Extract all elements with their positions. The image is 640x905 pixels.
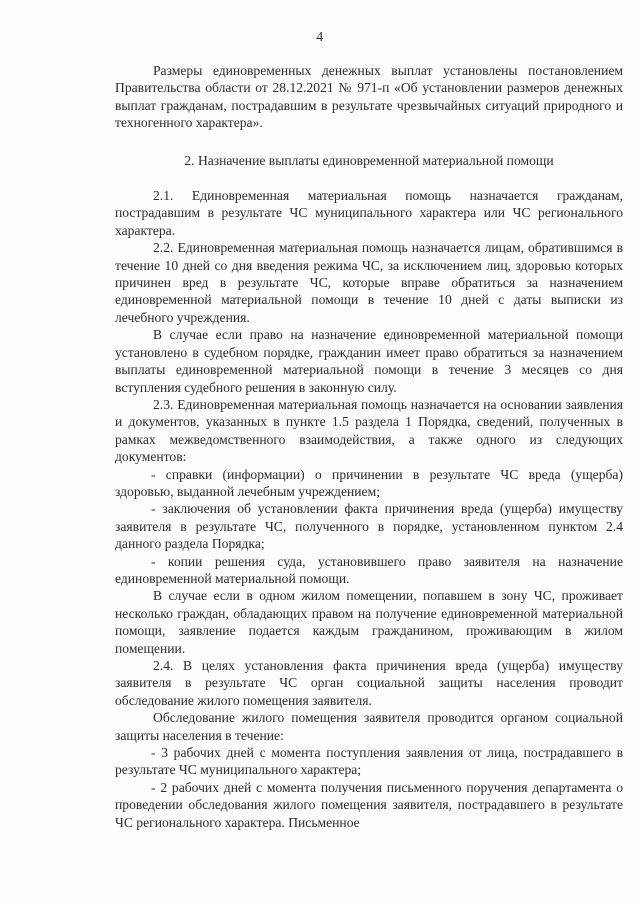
section-heading: 2. Назначение выплаты единовременной материальной помощи — [184, 152, 554, 168]
paragraph-2-4: 2.4. В целях установления факта причинения вреда (ущерба) имуществу заявителя в результате ЧС орган социальной защиты населения проводит обследование жилого помещения заявителя. — [115, 658, 623, 708]
paragraph-multiple-residents: В случае если в одном жилом помещении, попавшем в зону ЧС, проживает несколько граждан, обладающих правом на получение единовременной материальной помощи, заявление подается каждым гражданином, проживающим в жилом помещении. — [115, 588, 623, 656]
paragraph-2-3: 2.3. Единовременная материальная помощь назначается на основании заявления и документов, указанных в пункте 1.5 раздела 1 Порядка, сведений, полученных в рамках межведомственного взаимодействия, а также одного из следующих документов: — [115, 396, 623, 465]
list-item-health-certificate: - справки (информации) о причинении в результате ЧС вреда (ущерба) здоровью, выданной лечебным учреждением; — [115, 466, 623, 499]
list-item-2-days: - 2 рабочих дней с момента получения письменного поручения департамента о проведении обследования жилого помещения заявителя, пострадавшего в результате ЧС регионального характера. Письменное — [115, 779, 623, 830]
list-item-3-days: - 3 рабочих дней с момента поступления заявления от лица, пострадавшего в результате ЧС муниципального характера; — [115, 745, 623, 778]
paragraph-2-1: 2.1. Единовременная материальная помощь назначается гражданам, пострадавшим в результате ЧС муниципального характера или ЧС регионального характера. — [115, 188, 623, 238]
document-body — [115, 62, 623, 831]
paragraph-court-right: В случае если право на назначение единовременной материальной помощи установлено в судебном порядке, гражданин имеет право обратиться за назначением выплаты единовременной материальной помощи в течение 3 месяцев со дня вступления судебного решения в законную силу. — [115, 327, 623, 395]
paragraph-2-2: 2.2. Единовременная материальная помощь назначается лицам, обратившимся в течение 10 дней со дня введения режима ЧС, за исключением лиц, здоровью которых причинен вред в результате ЧС, которые вправе обратиться за назначением единовременной материальной помощи в течение 10 дней с даты выписки из лечебного учреждения. — [115, 240, 623, 325]
intro-paragraph: Размеры единовременных денежных выплат установлены постановлением Правительства области от 28.12.2021 № 971-п «Об установлении размеров денежных выплат гражданам, пострадавшим в результате чрезвычайных ситуаций природного и техногенного характера». — [115, 63, 623, 131]
list-item-property-conclusion: - заключения об установлении факта причинения вреда (ущерба) имуществу заявителя в результате ЧС, полученного в порядке, установленном пунктом 2.4 данного раздела Порядка; — [115, 501, 623, 552]
paragraph-inspection: Обследование жилого помещения заявителя проводится органом социальной защиты населения в течение: — [115, 710, 623, 743]
list-item-court-decision: - копии решения суда, установившего право заявителя на назначение единовременной материальной помощи. — [115, 553, 623, 586]
page-number: 4 — [316, 30, 324, 45]
